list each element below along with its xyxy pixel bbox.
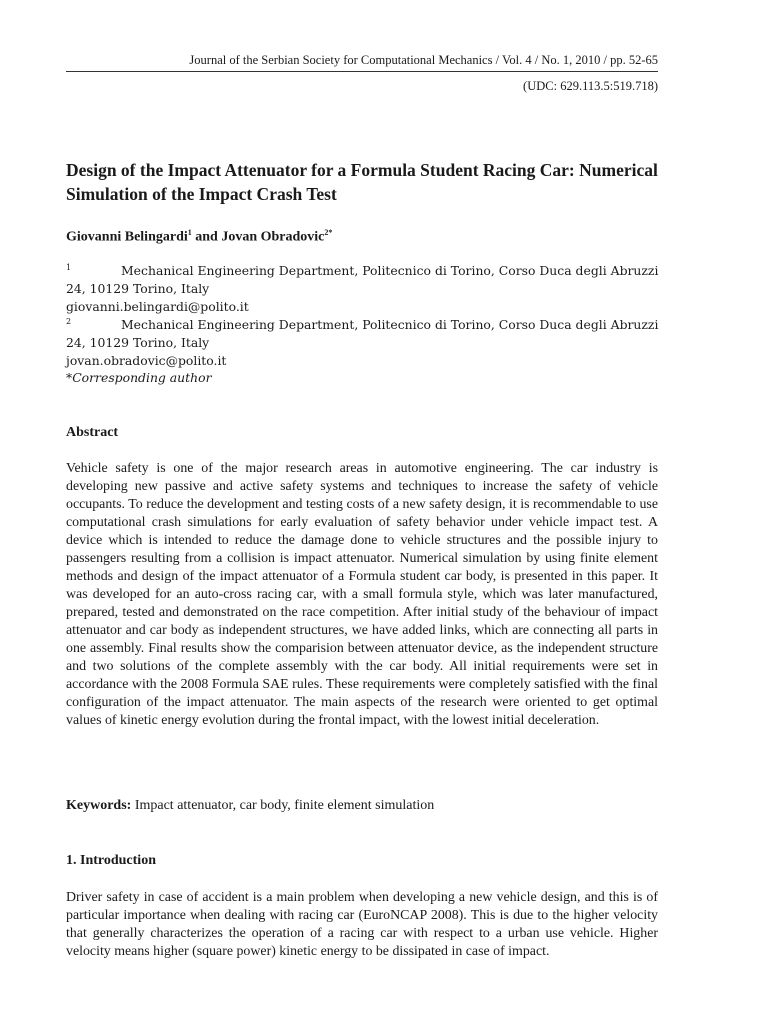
affiliation-mark: 2*	[324, 228, 333, 237]
affiliation-1	[66, 262, 666, 316]
author-conjunction: and	[191, 229, 222, 245]
introduction-text: Driver safety in case of accident is a main problem when developing a new vehicle design, and this is of particular importance when dealing with racing car (EuroNCAP 2008). This is due to the higher velocity that generally characterizes the operation of a racing car with respect to a urban use vehicle. Higher velocity means higher (square power) kinetic energy to be dissipated in case of impact.	[66, 890, 658, 959]
keywords-line	[66, 798, 434, 814]
paper-title: Design of the Impact Attenuator for a Formula Student Racing Car: Numerical Simulation of the Impact Crash Test	[66, 160, 658, 204]
author-name: Jovan Obradovic	[221, 229, 325, 245]
introduction-heading: 1. Introduction	[66, 853, 156, 868]
affiliation-address: Mechanical Engineering Department, Politecnico di Torino, Corso Duca degli Abruzzi	[121, 317, 659, 332]
udc-code: (UDC: 629.113.5:519.718)	[523, 79, 658, 93]
affiliation-mark: 1	[187, 228, 192, 237]
author-email: giovanni.belingardi@polito.it	[66, 299, 249, 314]
author-list	[66, 228, 332, 246]
keywords-label: Keywords:	[66, 798, 132, 813]
affiliation-address: Mechanical Engineering Department, Politecnico di Torino, Corso Duca degli Abruzzi	[121, 263, 659, 278]
corresponding-author-note: *Corresponding author	[66, 370, 212, 385]
affiliation-number: 2	[66, 317, 72, 326]
author-name: Giovanni Belingardi	[66, 229, 188, 245]
affiliation-number: 1	[66, 263, 72, 272]
author-email: jovan.obradovic@polito.it	[66, 353, 227, 368]
affiliation-address-continued: 24, 10129 Torino, Italy	[66, 335, 210, 350]
journal-header: Journal of the Serbian Society for Computational Mechanics / Vol. 4 / No. 1, 2010 / pp. 52-65	[66, 53, 658, 72]
abstract-heading: Abstract	[66, 425, 119, 440]
keywords-text: Impact attenuator, car body, finite element simulation	[131, 798, 435, 813]
affiliation-address-continued: 24, 10129 Torino, Italy	[66, 281, 210, 296]
abstract-text: Vehicle safety is one of the major research areas in automotive engineering. The car industry is developing new passive and active safety systems and techniques to increase the safety of vehicle occupants. To reduce the development and testing costs of a new safety design, it is recommendable to use computational crash simulations for early evaluation of safety behavior under vehicle impact test. A device which is intended to reduce the damage done to vehicle structures and the possible injury to passengers resulting from a collision is impact attenuator. Numerical simulation by using finite element methods and design of the impact attenuator of a Formula student car body, is presented in this paper. It was developed for an auto-cross racing car, with a small formula style, which was later manufactured, prepared, tested and demonstrated on the race competition. After initial study of the behaviour of impact attenuator and car body as independent structures, we have added links, which are connecting all parts in one assembly. Final results show the comparision between attenuator device, as the independent structure and two solutions of the complete assembly with the car body. All initial requirements were set in accordance with the 2008 Formula SAE rules. These requirements were completely satisfied with the final configuration of the impact attenuator. The main aspects of the research were oriented to get optimal values of kinetic energy evolution during the frontal impact, with the lowest initial deceleration.	[66, 461, 658, 728]
affiliation-2	[66, 316, 666, 370]
